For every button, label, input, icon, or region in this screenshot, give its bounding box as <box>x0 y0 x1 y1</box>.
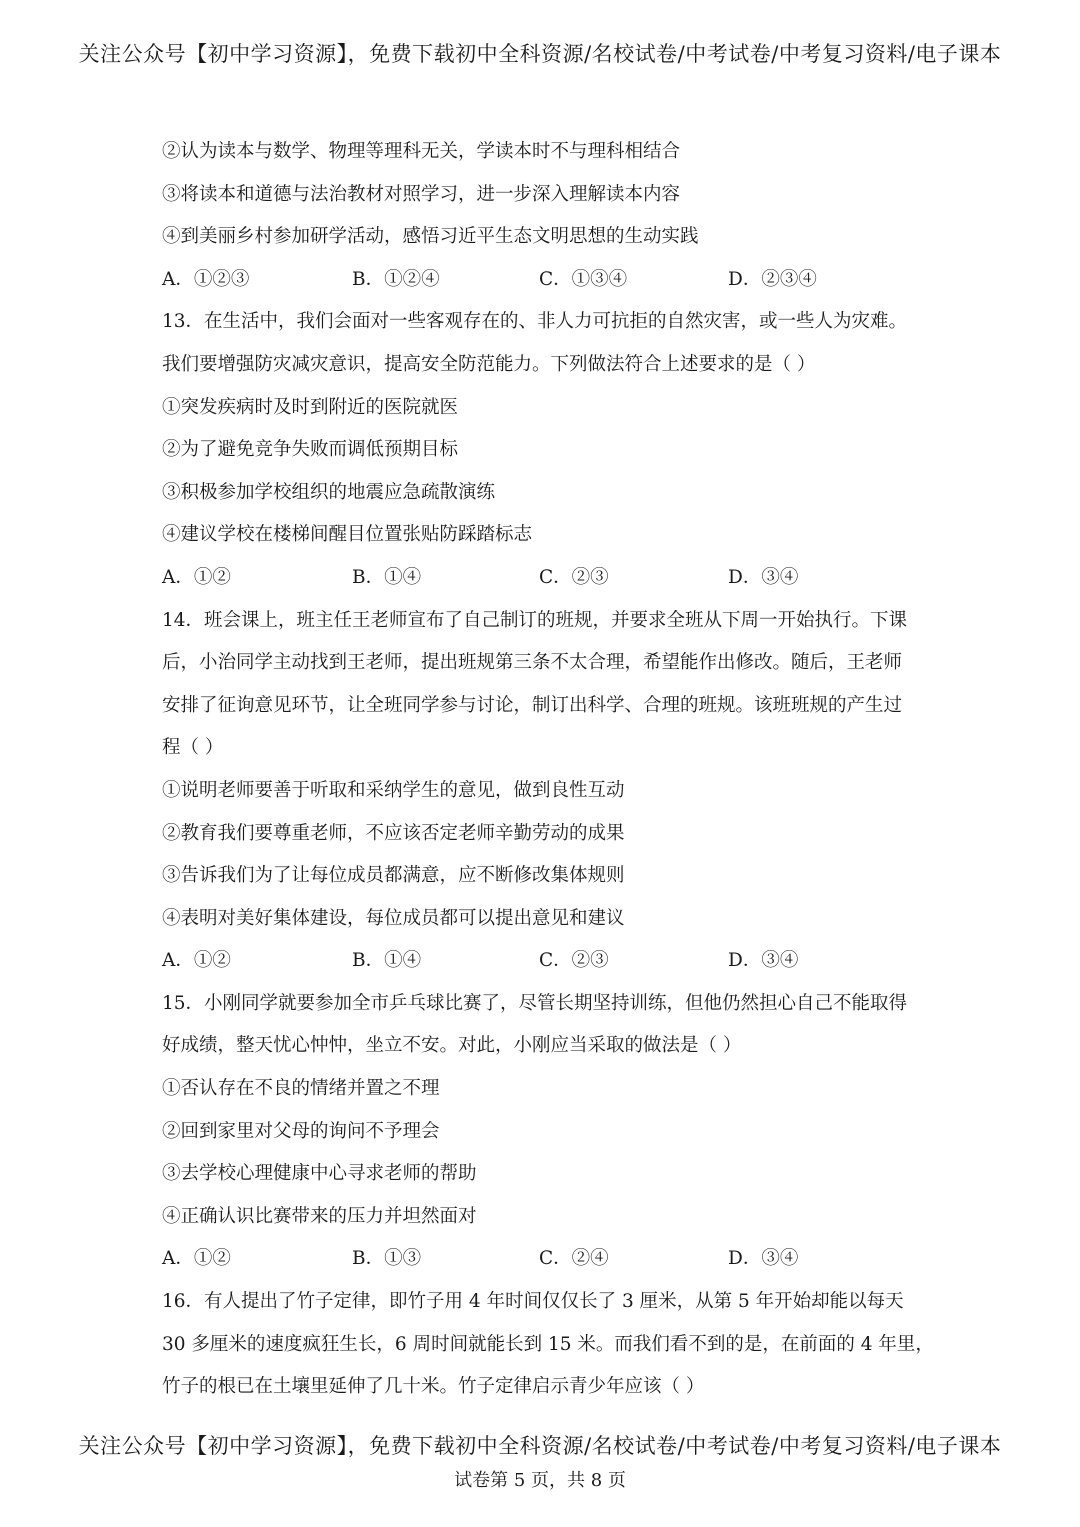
q15-option-a: A．①② <box>162 1248 231 1270</box>
q12-item-2: ②认为读本与数学、物理等理科无关，学读本时不与理科相结合 <box>162 141 681 162</box>
q12-options <box>162 259 932 302</box>
q13-stem-line: 13．在生活中，我们会面对一些客观存在的、非人力可抗拒的自然灾害，或一些人为灾难。 <box>162 311 908 333</box>
q15-option-c: C．②④ <box>539 1248 609 1270</box>
q15-stem-line: 好成绩，整天忧心忡忡，坐立不安。对此，小刚应当采取的做法是（ ） <box>162 1035 742 1057</box>
q15-options <box>162 1238 932 1281</box>
q14-stem-line: 安排了征询意见环节，让全班同学参与讨论，制订出科学、合理的班规。该班班规的产生过 <box>162 694 903 716</box>
q14-option-c: C．②③ <box>539 950 609 972</box>
q15-option-b: B．①③ <box>352 1248 422 1270</box>
question-15 <box>162 983 932 1281</box>
q12-item-4: ④到美丽乡村参加研学活动，感悟习近平生态文明思想的生动实践 <box>162 226 699 248</box>
q14-stem-line: 14．班会课上，班主任王老师宣布了自己制订的班规，并要求全班从下周一开始执行。下课 <box>162 609 908 631</box>
q13-item-2: ②为了避免竞争失败而调低预期目标 <box>162 439 459 461</box>
q13-stem-line: 我们要增强防灾减灾意识，提高安全防范能力。下列做法符合上述要求的是（ ） <box>162 353 816 375</box>
q15-item-1: ①否认存在不良的情绪并置之不理 <box>162 1078 440 1100</box>
q16-stem-line: 竹子的根已在土壤里延伸了几十米。竹子定律启示青少年应该（ ） <box>162 1376 705 1398</box>
q12-item-3: ③将读本和道德与法治教材对照学习，进一步深入理解读本内容 <box>162 183 681 205</box>
q15-option-d: D．③④ <box>728 1248 799 1270</box>
question-16 <box>162 1281 932 1409</box>
q14-item-2: ②教育我们要尊重老师，不应该否定老师辛勤劳动的成果 <box>162 822 625 844</box>
q14-options <box>162 940 932 983</box>
q15-stem-line: 15．小刚同学就要参加全市乒乓球比赛了，尽管长期坚持训练，但他仍然担心自己不能取得 <box>162 992 908 1014</box>
q14-stem-line: 程（ ） <box>162 737 224 759</box>
q13-option-a: A．①② <box>162 566 231 588</box>
exam-content <box>162 131 932 1409</box>
q14-item-3: ③告诉我们为了让每位成员都满意，应不断修改集体规则 <box>162 865 625 887</box>
q13-item-3: ③积极参加学校组织的地震应急疏散演练 <box>162 481 496 503</box>
q14-item-1: ①说明老师要善于听取和采纳学生的意见，做到良性互动 <box>162 779 625 801</box>
q16-stem-line: 16．有人提出了竹子定律，即竹子用 4 年时间仅仅长了 3 厘米，从第 5 年开始却能以每天 <box>162 1291 904 1313</box>
q14-option-b: B．①④ <box>352 950 422 972</box>
q16-stem-line: 30 多厘米的速度疯狂生长，6 周时间就能长到 15 米。而我们看不到的是，在前面的 4 年里， <box>162 1333 934 1355</box>
q12-option-d: D．②③④ <box>728 268 817 290</box>
q12-option-b: B．①②④ <box>352 268 440 290</box>
q15-item-3: ③去学校心理健康中心寻求老师的帮助 <box>162 1163 477 1185</box>
q14-stem-line: 后，小治同学主动找到王老师，提出班规第三条不太合理，希望能作出修改。随后，王老师 <box>162 652 903 674</box>
page-number: 试卷第 5 页，共 8 页 <box>454 1470 626 1491</box>
q13-item-4: ④建议学校在楼梯间醒目位置张贴防踩踏标志 <box>162 524 533 546</box>
q15-item-4: ④正确认识比赛带来的压力并坦然面对 <box>162 1205 477 1227</box>
q14-option-a: A．①② <box>162 950 231 972</box>
q12-option-c: C．①③④ <box>539 268 628 290</box>
q13-item-1: ①突发疾病时及时到附近的医院就医 <box>162 396 459 418</box>
q14-option-d: D．③④ <box>728 950 799 972</box>
q14-item-4: ④表明对美好集体建设，每位成员都可以提出意见和建议 <box>162 907 625 929</box>
q13-option-b: B．①④ <box>352 566 422 588</box>
q13-option-d: D．③④ <box>728 566 799 588</box>
question-13 <box>162 301 932 599</box>
q15-item-2: ②回到家里对父母的询问不予理会 <box>162 1120 440 1142</box>
header-banner: 关注公众号【初中学习资源】，免费下载初中全科资源/名校试卷/中考试卷/中考复习资料/电子课本 <box>78 42 1002 66</box>
q12-option-a: A．①②③ <box>162 268 250 290</box>
q13-option-c: C．②③ <box>539 566 609 588</box>
question-12 <box>162 131 932 301</box>
footer-banner: 关注公众号【初中学习资源】，免费下载初中全科资源/名校试卷/中考试卷/中考复习资料/电子课本 <box>78 1434 1002 1458</box>
question-14 <box>162 600 932 983</box>
q13-options <box>162 557 932 600</box>
